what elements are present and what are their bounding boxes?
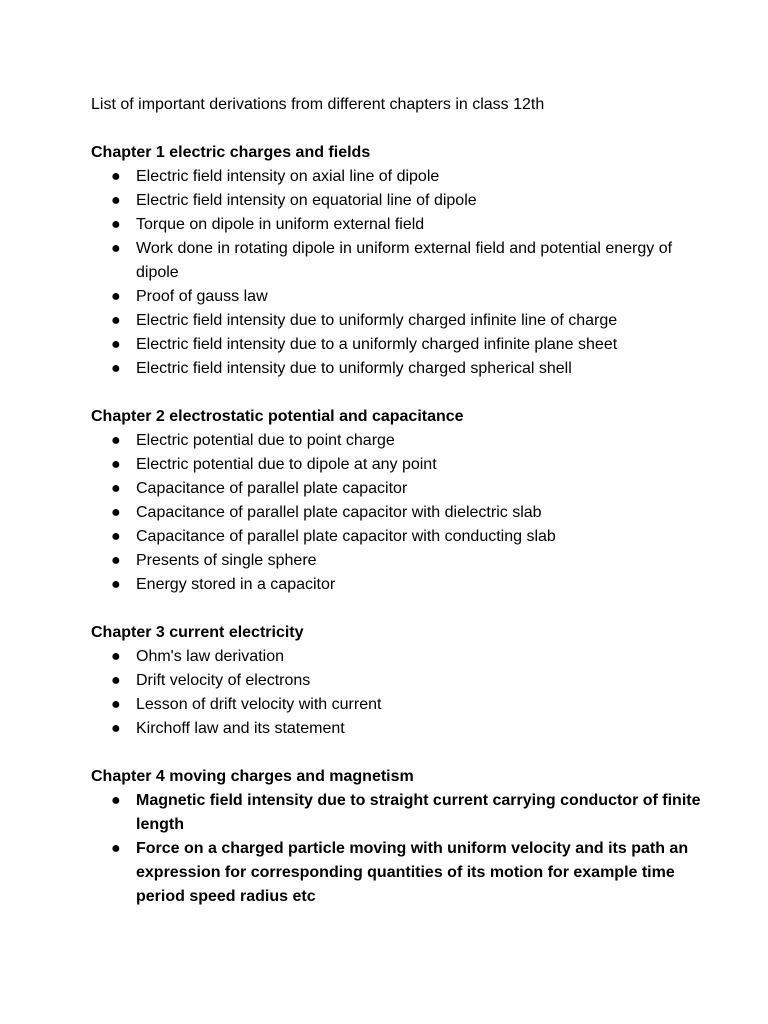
document-title: List of important derivations from different chapters in class 12th bbox=[91, 96, 545, 113]
derivation-list bbox=[91, 645, 711, 741]
list-item bbox=[91, 549, 711, 573]
list-item bbox=[91, 717, 711, 741]
list-item bbox=[91, 309, 711, 333]
bullet-icon: ● bbox=[111, 672, 121, 689]
list-item-text: Electric field intensity due to uniformly charged infinite line of charge bbox=[136, 312, 618, 329]
list-item bbox=[91, 693, 711, 717]
blank-line bbox=[91, 117, 711, 141]
bullet-icon: ● bbox=[111, 576, 121, 593]
list-item bbox=[91, 645, 711, 669]
chapter-2 bbox=[91, 405, 711, 597]
list-item bbox=[91, 285, 711, 309]
list-item bbox=[91, 789, 711, 837]
derivation-list bbox=[91, 429, 711, 597]
list-item bbox=[91, 213, 711, 237]
list-item-text: Proof of gauss law bbox=[136, 288, 268, 305]
list-item bbox=[91, 669, 711, 693]
bullet-icon: ● bbox=[111, 792, 121, 809]
list-item-text: Electric field intensity due to a uniformly charged infinite plane sheet bbox=[136, 336, 618, 353]
list-item-text: Electric potential due to point charge bbox=[136, 432, 395, 449]
list-item-text: Capacitance of parallel plate capacitor with conducting slab bbox=[136, 528, 556, 545]
bullet-icon: ● bbox=[111, 168, 121, 185]
chapter-heading: Chapter 4 moving charges and magnetism bbox=[91, 768, 414, 785]
list-item bbox=[91, 573, 711, 597]
bullet-icon: ● bbox=[111, 840, 121, 857]
list-item bbox=[91, 525, 711, 549]
document-page bbox=[91, 93, 711, 933]
list-item-text: Drift velocity of electrons bbox=[136, 672, 311, 689]
list-item bbox=[91, 501, 711, 525]
bullet-icon: ● bbox=[111, 720, 121, 737]
chapter-heading: Chapter 1 electric charges and fields bbox=[91, 144, 371, 161]
bullet-icon: ● bbox=[111, 312, 121, 329]
list-item-text: Energy stored in a capacitor bbox=[136, 576, 336, 593]
list-item bbox=[91, 165, 711, 189]
list-item-text: Ohm's law derivation bbox=[136, 648, 284, 665]
bullet-icon: ● bbox=[111, 432, 121, 449]
list-item bbox=[91, 837, 711, 909]
bullet-icon: ● bbox=[111, 240, 121, 257]
list-item-text: Capacitance of parallel plate capacitor bbox=[136, 480, 408, 497]
derivation-list bbox=[91, 165, 711, 381]
bullet-icon: ● bbox=[111, 648, 121, 665]
list-item-text: Torque on dipole in uniform external field bbox=[136, 216, 425, 233]
list-item-text: Presents of single sphere bbox=[136, 552, 317, 569]
chapter-heading: Chapter 3 current electricity bbox=[91, 624, 304, 641]
list-item bbox=[91, 189, 711, 213]
list-item-text: Work done in rotating dipole in uniform external field and potential energy of dipole bbox=[136, 240, 673, 281]
list-item-text: Lesson of drift velocity with current bbox=[136, 696, 382, 713]
list-item bbox=[91, 333, 711, 357]
list-item-text: Capacitance of parallel plate capacitor with dielectric slab bbox=[136, 504, 542, 521]
list-item-text: Force on a charged particle moving with uniform velocity and its path an expression for corresponding quantities of its motion for example time period speed radius etc bbox=[136, 840, 689, 905]
bullet-icon: ● bbox=[111, 288, 121, 305]
chapter-1 bbox=[91, 141, 711, 381]
list-item-text: Electric field intensity on axial line of dipole bbox=[136, 168, 440, 185]
list-item bbox=[91, 477, 711, 501]
list-item bbox=[91, 429, 711, 453]
list-item bbox=[91, 453, 711, 477]
list-item-text: Electric field intensity due to uniformly charged spherical shell bbox=[136, 360, 572, 377]
derivation-list bbox=[91, 789, 711, 909]
list-item-text: Kirchoff law and its statement bbox=[136, 720, 345, 737]
bullet-icon: ● bbox=[111, 696, 121, 713]
bullet-icon: ● bbox=[111, 216, 121, 233]
bullet-icon: ● bbox=[111, 192, 121, 209]
bullet-icon: ● bbox=[111, 552, 121, 569]
chapter-3 bbox=[91, 621, 711, 741]
bullet-icon: ● bbox=[111, 528, 121, 545]
list-item bbox=[91, 237, 711, 285]
bullet-icon: ● bbox=[111, 360, 121, 377]
list-item-text: Electric potential due to dipole at any point bbox=[136, 456, 437, 473]
bullet-icon: ● bbox=[111, 456, 121, 473]
bullet-icon: ● bbox=[111, 336, 121, 353]
bullet-icon: ● bbox=[111, 480, 121, 497]
bullet-icon: ● bbox=[111, 504, 121, 521]
chapter-heading: Chapter 2 electrostatic potential and capacitance bbox=[91, 408, 464, 425]
chapter-4 bbox=[91, 765, 711, 909]
list-item-text: Electric field intensity on equatorial line of dipole bbox=[136, 192, 477, 209]
list-item bbox=[91, 357, 711, 381]
list-item-text: Magnetic field intensity due to straight current carrying conductor of finite length bbox=[136, 792, 701, 833]
